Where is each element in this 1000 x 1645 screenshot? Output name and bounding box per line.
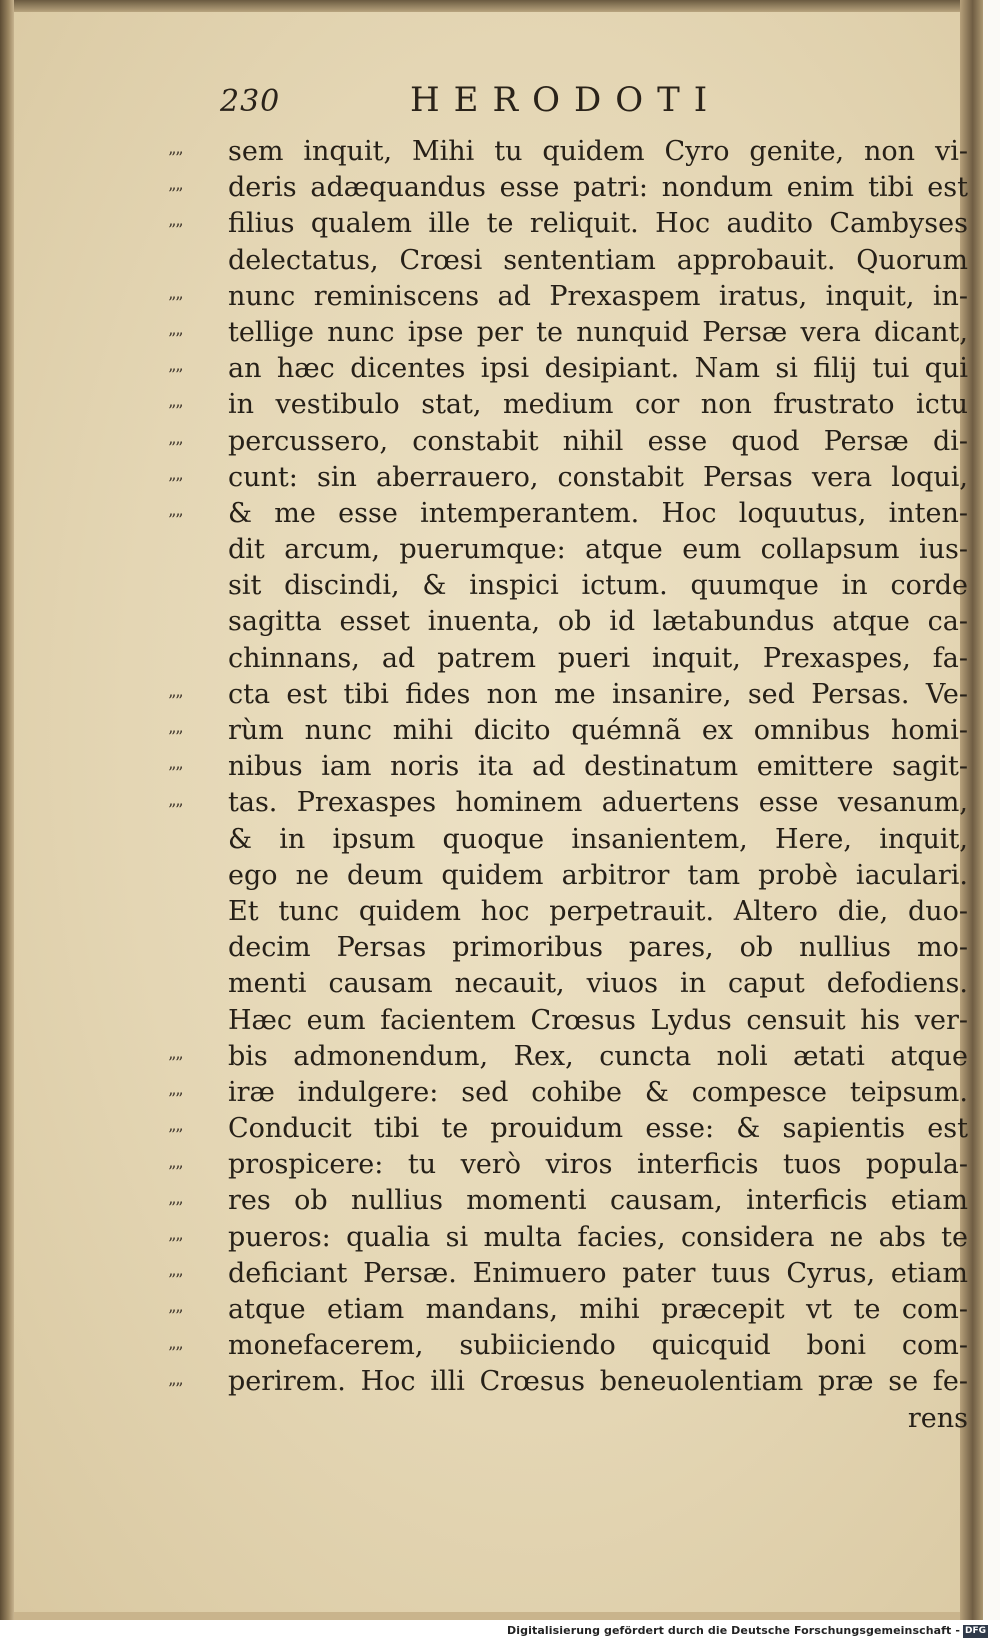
text-line: sem inquit, Mihi tu quidem Cyro genite, non vi- xyxy=(228,136,968,167)
text-line: filius qualem ille te reliquit. Hoc audito Cambyses xyxy=(228,208,968,240)
quote-mark: ”” xyxy=(168,691,183,710)
text-line: percussero, constabit nihil esse quod Persæ di- xyxy=(228,425,968,457)
text-line: nunc reminiscens ad Prexaspem iratus, inquit, in- xyxy=(228,280,968,312)
quote-mark: ”” xyxy=(168,184,183,204)
quote-mark: ”” xyxy=(168,799,183,819)
text-line: atque etiam mandans, mihi præcepit vt te com- xyxy=(228,1294,968,1325)
quote-mark: ”” xyxy=(168,473,183,493)
text-line: cta est tibi fides non me insanire, sed Persas. Ve- xyxy=(228,678,968,710)
text-line: nibus iam noris ita ad destinatum emittere sagit- xyxy=(228,751,968,783)
text-line: Conducit tibi te prouidum esse: & sapientis est xyxy=(228,1113,968,1145)
quotation-margin-marks xyxy=(168,134,218,1434)
text-line: sagitta esset inuenta, ob id lætabundus atque ca- xyxy=(228,606,968,638)
quote-mark: ”” xyxy=(168,437,183,457)
text-line: cunt: sin aberrauero, constabit Persas vera loqui, xyxy=(228,461,968,493)
text-line: perirem. Hoc illi Crœsus beneuolentiam præ se fe- xyxy=(228,1366,968,1398)
quote-mark: ”” xyxy=(168,292,183,312)
text-line: in vestibulo stat, medium cor non frustrato ictu xyxy=(228,389,968,421)
quote-mark: ”” xyxy=(168,1342,183,1362)
text-line: Et tunc quidem hoc perpetrauit. Altero die, duo- xyxy=(228,895,968,927)
text-line: dit arcum, puerumque: atque eum collapsum ius- xyxy=(228,534,968,566)
catchword: rens xyxy=(907,1402,968,1434)
quote-mark: ”” xyxy=(168,1161,183,1181)
quote-mark: ”” xyxy=(168,510,183,529)
dfg-logo: DFG xyxy=(964,1626,986,1636)
text-line: Hæc eum facientem Crœsus Lydus censuit his ver- xyxy=(228,1004,968,1036)
quote-mark: ”” xyxy=(168,1234,183,1253)
quote-mark: ”” xyxy=(168,1270,183,1290)
quote-mark: ”” xyxy=(168,1089,183,1109)
text-line: ego ne deum quidem arbitror tam probè iaculari. xyxy=(228,859,968,891)
quote-mark: ”” xyxy=(168,365,183,385)
quote-mark: ”” xyxy=(168,1197,183,1217)
quote-mark: ”” xyxy=(168,763,183,783)
text-line: rùm nunc mihi dicito quémnã ex omnibus homi- xyxy=(228,715,968,746)
quote-mark: ”” xyxy=(168,1306,183,1326)
text-line: & in ipsum quoque insanientem, Here, inquit, xyxy=(228,823,968,855)
text-line: delectatus, Crœsi sententiam approbauit. Quorum xyxy=(228,244,968,276)
text-line: menti causam necauit, viuos in caput defodiens. xyxy=(228,968,968,1000)
text-line: prospicere: tu verò viros interficis tuos popula- xyxy=(228,1149,968,1181)
running-head xyxy=(220,80,920,124)
text-line: deris adæquandus esse patri: nondum enim tibi est xyxy=(228,172,968,204)
quote-mark: ”” xyxy=(168,1125,183,1145)
quote-mark: ”” xyxy=(168,1378,183,1398)
text-line: iræ indulgere: sed cohibe & compesce teipsum. xyxy=(228,1076,968,1108)
text-line: tellige nunc ipse per te nunquid Persæ vera dicant, xyxy=(228,316,968,348)
text-line: pueros: qualia si multa facies, considera ne abs te xyxy=(228,1221,968,1253)
body-text xyxy=(228,134,968,1437)
page-left-edge xyxy=(0,0,14,1620)
text-line: deficiant Persæ. Enimuero pater tuus Cyrus, etiam xyxy=(228,1257,968,1289)
text-line: & me esse intemperantem. Hoc loquutus, inten- xyxy=(228,497,968,529)
page-top-edge xyxy=(0,0,983,12)
text-line: an hæc dicentes ipsi desipiant. Nam si filij tui qui xyxy=(228,353,968,385)
text-line: sit discindi, & inspici ictum. quumque in corde xyxy=(228,570,968,602)
quote-mark: ”” xyxy=(168,401,183,421)
digitization-credit: Digitalisierung gefördert durch die Deutsche Forschungsgemeinschaft - xyxy=(507,1624,960,1637)
quote-mark: ”” xyxy=(168,329,183,348)
text-line: monefacerem, subiiciendo quicquid boni com- xyxy=(228,1330,968,1362)
text-line: tas. Prexaspes hominem aduertens esse vesanum, xyxy=(228,787,968,819)
page-title: HERODOTI xyxy=(410,80,722,120)
text-line: decim Persas primoribus pares, ob nullius mo- xyxy=(228,932,968,964)
quote-mark: ”” xyxy=(168,727,183,747)
quote-mark: ”” xyxy=(168,148,183,167)
page-number: 230 xyxy=(220,84,281,119)
text-line: bis admonendum, Rex, cuncta noli ætati atque xyxy=(228,1040,968,1072)
quote-mark: ”” xyxy=(168,220,183,240)
text-line: chinnans, ad patrem pueri inquit, Prexaspes, fa- xyxy=(228,642,968,674)
text-line: res ob nullius momenti causam, interficis etiam xyxy=(228,1185,968,1217)
quote-mark: ”” xyxy=(168,1053,183,1072)
